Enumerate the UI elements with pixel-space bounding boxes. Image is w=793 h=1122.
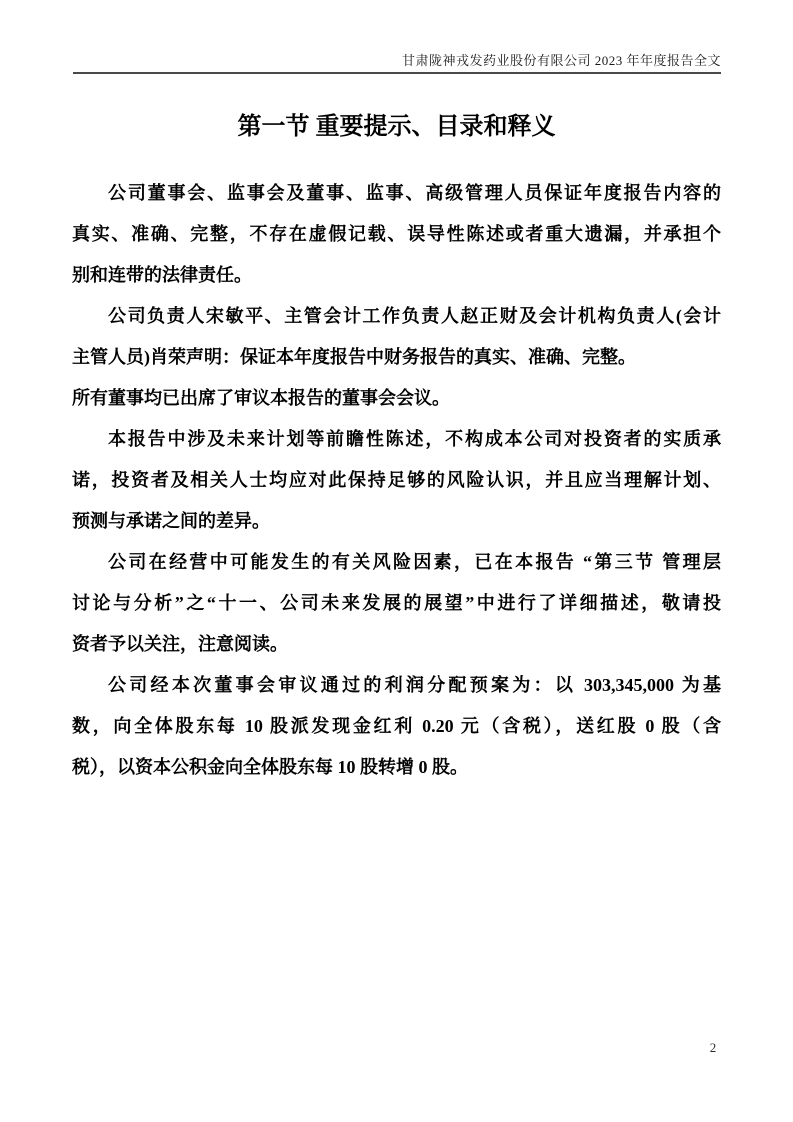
body-line: 公司董事会、监事会及董事、监事、高级管理人员保证年度报告内容的 — [108, 183, 721, 203]
body-line: 讨论与分析”之“十一、公司未来发展的展望”中进行了详细描述，敬请投 — [72, 593, 721, 613]
body-line: 公司在经营中可能发生的有关风险因素，已在本报告 “第三节 管理层 — [108, 552, 721, 572]
body-line: 数，向全体股东每 10 股派发现金红利 0.20 元（含税），送红股 0 股（含 — [72, 716, 721, 736]
body-line: 诺，投资者及相关人士均应对此保持足够的风险认识，并且应当理解计划、 — [72, 470, 721, 490]
body-line: 预测与承诺之间的差异。 — [72, 511, 270, 531]
body-line: 真实、准确、完整，不存在虚假记载、误导性陈述或者重大遗漏，并承担个 — [72, 224, 721, 244]
report-body — [72, 173, 721, 788]
section-title: 第一节 重要提示、目录和释义 — [237, 114, 556, 140]
body-line: 本报告中涉及未来计划等前瞻性陈述，不构成本公司对投资者的实质承 — [108, 429, 721, 449]
body-line: 税），以资本公积金向全体股东每 10 股转增 0 股。 — [72, 757, 468, 777]
report-header-text: 甘肃陇神戎发药业股份有限公司 2023 年年度报告全文 — [401, 53, 721, 68]
body-line: 所有董事均已出席了审议本报告的董事会会议。 — [72, 388, 450, 408]
header-rule — [73, 72, 721, 74]
body-line: 别和连带的法律责任。 — [72, 265, 252, 285]
body-line: 公司经本次董事会审议通过的利润分配预案为：以 303,345,000 为基 — [108, 675, 721, 695]
body-line: 主管人员)肖荣声明：保证本年度报告中财务报告的真实、准确、完整。 — [72, 347, 636, 367]
body-line: 公司负责人宋敏平、主管会计工作负责人赵正财及会计机构负责人(会计 — [108, 306, 721, 326]
body-line: 资者予以关注，注意阅读。 — [72, 634, 288, 654]
page-number: 2 — [709, 1040, 717, 1055]
